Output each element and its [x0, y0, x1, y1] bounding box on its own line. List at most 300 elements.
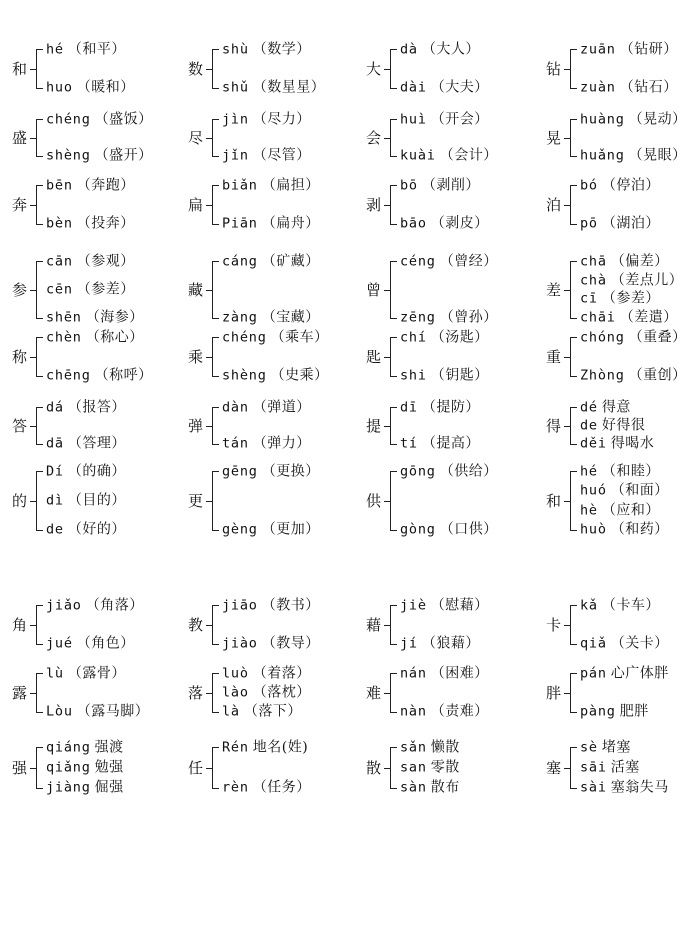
reading-line [222, 685, 311, 702]
example-word: （角落） [85, 597, 144, 614]
pinyin: chāi [580, 309, 616, 326]
pinyin: lào [222, 684, 249, 701]
brace-tick [384, 290, 391, 291]
reading-line [580, 483, 669, 500]
pinyin: sǎn [400, 739, 427, 756]
example-word: （责难） [430, 703, 489, 720]
reading-line [222, 368, 329, 385]
pinyin: céng [400, 253, 436, 270]
reading-line [400, 254, 498, 271]
example-word: 活塞 [610, 759, 640, 776]
pinyin: cēn [46, 281, 73, 298]
brace-tick [564, 357, 571, 358]
pinyin: là [222, 703, 240, 720]
reading-line [580, 704, 649, 721]
brace-tick [384, 357, 391, 358]
pinyin: san [400, 759, 427, 776]
example-word: （好的） [67, 521, 126, 538]
brace-tick [564, 205, 571, 206]
reading-line [46, 704, 149, 721]
example-word: （数学） [252, 41, 311, 58]
example-word: 好得很 [601, 417, 646, 434]
pinyin: dá [46, 399, 64, 416]
brace-bracket [390, 337, 397, 377]
example-word: （和睦） [601, 463, 660, 480]
pinyin: bō [400, 177, 418, 194]
reading-line [580, 310, 678, 327]
brace-bracket [36, 185, 43, 225]
example-word: （晃动） [628, 111, 687, 128]
reading-line [46, 254, 135, 271]
pinyin: zuàn [580, 79, 616, 96]
example-word: （乘车） [270, 329, 329, 346]
brace-tick [564, 768, 571, 769]
brace-tick [384, 768, 391, 769]
pinyin: huò [580, 521, 607, 538]
example-word: （参差） [76, 281, 135, 298]
reading-line [222, 400, 311, 417]
pinyin: luò [222, 665, 249, 682]
brace-bracket [36, 337, 43, 377]
brace-tick [30, 205, 37, 206]
brace-bracket [36, 673, 43, 713]
reading-line [400, 148, 498, 165]
example-word: 地名(姓) [252, 739, 309, 756]
reading-line [222, 330, 329, 347]
example-word: （盛开） [94, 147, 153, 164]
pinyin: bāo [400, 215, 427, 232]
reading-line [222, 522, 320, 539]
reading-line [222, 666, 311, 683]
reading-line [580, 178, 660, 195]
brace-bracket [570, 407, 577, 445]
brace-tick [206, 205, 213, 206]
pinyin: bó [580, 177, 598, 194]
hanzi-character: 尽 [188, 129, 204, 147]
brace-tick [564, 290, 571, 291]
reading-line [222, 464, 320, 481]
pinyin: biǎn [222, 177, 258, 194]
pinyin: cī [580, 290, 598, 307]
pinyin: chà [580, 272, 607, 289]
example-word: （任务） [252, 779, 311, 796]
example-word: （数星星） [252, 79, 326, 96]
pinyin: shǔ [222, 79, 249, 96]
brace-tick [30, 426, 37, 427]
reading-line [400, 178, 480, 195]
pinyin: hè [580, 502, 598, 519]
brace-tick [206, 693, 213, 694]
reading-line [222, 598, 320, 615]
reading-line [400, 436, 480, 453]
reading-line [222, 636, 320, 653]
pinyin: sàn [400, 779, 427, 796]
hanzi-character: 和 [546, 492, 562, 510]
brace-bracket [212, 185, 219, 225]
example-word: （教书） [261, 597, 320, 614]
pinyin: jǐn [222, 147, 249, 164]
pinyin: zēng [400, 309, 436, 326]
pinyin: zàng [222, 309, 258, 326]
pinyin: gēng [222, 463, 258, 480]
pinyin: sāi [580, 759, 607, 776]
pinyin: dàn [222, 399, 249, 416]
pinyin: Dí [46, 463, 64, 480]
brace-tick [206, 69, 213, 70]
hanzi-character: 任 [188, 759, 204, 777]
reading-line [46, 80, 135, 97]
pinyin: lù [46, 665, 64, 682]
brace-bracket [212, 407, 219, 445]
reading-line [580, 780, 669, 797]
example-word: 堵塞 [601, 739, 631, 756]
example-word: （参差） [601, 290, 660, 307]
brace-bracket [390, 605, 397, 645]
brace-tick [564, 69, 571, 70]
reading-line [400, 400, 480, 417]
pinyin: shi [400, 367, 427, 384]
reading-line [400, 112, 489, 129]
pinyin: dé [580, 399, 598, 416]
example-word: 散布 [430, 779, 460, 796]
reading-line [400, 330, 489, 347]
example-word: （差点儿） [610, 272, 684, 289]
brace-tick [30, 290, 37, 291]
example-word: 强渡 [94, 739, 124, 756]
reading-line [580, 272, 683, 289]
brace-tick [206, 768, 213, 769]
reading-line [580, 42, 678, 59]
brace-bracket [570, 673, 577, 713]
example-word: （海参） [85, 309, 144, 326]
example-word: （露骨） [67, 665, 126, 682]
reading-line [46, 760, 124, 777]
example-word: （和面） [610, 482, 669, 499]
example-word: （停泊） [601, 177, 660, 194]
hanzi-character: 会 [366, 129, 382, 147]
brace-tick [384, 69, 391, 70]
pinyin: qiǎ [580, 635, 607, 652]
pinyin: gèng [222, 521, 258, 538]
brace-tick [384, 426, 391, 427]
brace-bracket [212, 261, 219, 319]
reading-line [400, 464, 498, 481]
example-word: （投奔） [76, 215, 135, 232]
example-word: （提防） [421, 399, 480, 416]
pinyin: jiè [400, 597, 427, 614]
example-word: （狼藉） [421, 635, 480, 652]
pinyin: jiào [222, 635, 258, 652]
pinyin: chéng [222, 329, 267, 346]
hanzi-character: 供 [366, 492, 382, 510]
pinyin: chèn [46, 329, 82, 346]
brace-tick [206, 290, 213, 291]
reading-line [400, 666, 489, 683]
pinyin: pán [580, 665, 607, 682]
hanzi-character: 强 [12, 759, 28, 777]
brace-bracket [36, 471, 43, 531]
reading-line [580, 740, 631, 757]
pinyin: dà [400, 41, 418, 58]
brace-bracket [390, 471, 397, 531]
pinyin: chí [400, 329, 427, 346]
example-word: （报答） [67, 399, 126, 416]
reading-line [400, 216, 489, 233]
example-word: （曾孙） [439, 309, 498, 326]
reading-line [46, 740, 124, 757]
pinyin: dī [400, 399, 418, 416]
reading-line [580, 216, 660, 233]
pinyin: jué [46, 635, 73, 652]
brace-bracket [390, 49, 397, 89]
example-word: （提高） [421, 435, 480, 452]
pinyin: kǎ [580, 597, 598, 614]
brace-tick [384, 693, 391, 694]
hanzi-character: 得 [546, 417, 562, 435]
brace-tick [30, 625, 37, 626]
reading-line [222, 740, 308, 757]
example-word: 得意 [601, 399, 631, 416]
brace-bracket [36, 407, 43, 445]
example-word: （口供） [439, 521, 498, 538]
reading-line [580, 760, 640, 777]
reading-line [580, 436, 654, 453]
example-word: （更换） [261, 463, 320, 480]
reading-line [580, 368, 687, 385]
example-word: （落枕） [252, 684, 311, 701]
brace-tick [30, 693, 37, 694]
example-word: （和药） [610, 521, 669, 538]
pinyin: Zhòng [580, 367, 625, 384]
example-word: （着落） [252, 665, 311, 682]
pinyin: bēn [46, 177, 73, 194]
example-word: （盛饭） [94, 111, 153, 128]
pinyin: tí [400, 435, 418, 452]
hanzi-character: 盛 [12, 129, 28, 147]
example-word: （扁担） [261, 177, 320, 194]
example-word: （目的） [67, 492, 126, 509]
pinyin: huǎng [580, 147, 625, 164]
example-word: （晃眼） [628, 147, 687, 164]
pinyin: dā [46, 435, 64, 452]
reading-line [580, 464, 660, 481]
brace-tick [206, 138, 213, 139]
example-word: （更加） [261, 521, 320, 538]
reading-line [46, 330, 144, 347]
example-word: 零散 [430, 759, 460, 776]
example-word: （大人） [421, 41, 480, 58]
example-word: （矿藏） [261, 253, 320, 270]
reading-line [46, 368, 153, 385]
hanzi-character: 塞 [546, 759, 562, 777]
pinyin: rèn [222, 779, 249, 796]
example-word: （称呼） [94, 367, 153, 384]
reading-line [46, 636, 135, 653]
pinyin: zuān [580, 41, 616, 58]
brace-bracket [570, 185, 577, 225]
pinyin: cān [46, 253, 73, 270]
brace-bracket [390, 261, 397, 319]
example-word: （的确） [67, 463, 126, 480]
pinyin: sài [580, 779, 607, 796]
brace-tick [564, 693, 571, 694]
example-word: （应和） [601, 502, 660, 519]
brace-bracket [390, 119, 397, 157]
example-word: （偏差） [610, 253, 669, 270]
reading-line [222, 780, 311, 797]
pinyin: huì [400, 111, 427, 128]
pinyin: jiāo [222, 597, 258, 614]
reading-line [222, 112, 311, 129]
reading-line [222, 310, 320, 327]
pinyin: Piān [222, 215, 258, 232]
reading-line [580, 522, 669, 539]
brace-tick [206, 625, 213, 626]
example-word: （困难） [430, 665, 489, 682]
brace-bracket [212, 49, 219, 89]
pinyin: chóng [580, 329, 625, 346]
pinyin: shèng [222, 367, 267, 384]
example-word: （露马脚） [76, 703, 150, 720]
brace-tick [384, 625, 391, 626]
pinyin: gòng [400, 521, 436, 538]
pinyin: jiǎo [46, 597, 82, 614]
reading-line [222, 80, 325, 97]
reading-line [580, 291, 660, 308]
example-word: （落下） [243, 703, 302, 720]
reading-line [46, 598, 144, 615]
example-word: 塞翁失马 [610, 779, 669, 796]
reading-line [580, 598, 660, 615]
hanzi-character: 散 [366, 759, 382, 777]
hanzi-character: 剥 [366, 196, 382, 214]
example-word: 得喝水 [610, 435, 655, 452]
reading-line [46, 464, 126, 481]
hanzi-character: 胖 [546, 684, 562, 702]
brace-bracket [212, 337, 219, 377]
example-word: （尽力） [252, 111, 311, 128]
reading-line [400, 740, 460, 757]
pinyin: Lòu [46, 703, 73, 720]
brace-tick [30, 69, 37, 70]
reading-line [400, 522, 498, 539]
example-word: （剥皮） [430, 215, 489, 232]
reading-line [46, 780, 124, 797]
hanzi-character: 大 [366, 60, 382, 78]
brace-bracket [570, 119, 577, 157]
brace-tick [384, 501, 391, 502]
brace-bracket [212, 605, 219, 645]
pinyin: de [46, 521, 64, 538]
example-word: （称心） [85, 329, 144, 346]
brace-bracket [36, 605, 43, 645]
example-word: （钻研） [619, 41, 678, 58]
brace-tick [30, 357, 37, 358]
reading-line [580, 636, 669, 653]
example-word: （重叠） [628, 329, 687, 346]
example-word: （弹力） [252, 435, 311, 452]
reading-line [46, 522, 126, 539]
example-word: （奔跑） [76, 177, 135, 194]
hanzi-character: 匙 [366, 348, 382, 366]
example-word: （会计） [439, 147, 498, 164]
reading-line [222, 178, 320, 195]
pinyin: huo [46, 79, 73, 96]
pinyin: jìn [222, 111, 249, 128]
reading-line [222, 704, 302, 721]
reading-line [400, 780, 460, 797]
reading-line [400, 42, 480, 59]
reading-line [580, 80, 678, 97]
reading-line [46, 493, 126, 510]
hanzi-character: 答 [12, 417, 28, 435]
pinyin: shù [222, 41, 249, 58]
pinyin: huàng [580, 111, 625, 128]
reading-line [46, 112, 153, 129]
reading-line [46, 282, 135, 299]
brace-bracket [36, 119, 43, 157]
hanzi-character: 扁 [188, 196, 204, 214]
brace-tick [206, 501, 213, 502]
pinyin: kuài [400, 147, 436, 164]
brace-tick [564, 138, 571, 139]
reading-line [400, 80, 489, 97]
pinyin: bèn [46, 215, 73, 232]
brace-bracket [570, 261, 577, 319]
hanzi-character: 重 [546, 348, 562, 366]
pinyin: pàng [580, 703, 616, 720]
brace-bracket [212, 673, 219, 713]
pinyin: shèng [46, 147, 91, 164]
example-word: （钥匙） [430, 367, 489, 384]
example-word: （暖和） [76, 79, 135, 96]
brace-bracket [36, 261, 43, 319]
reading-line [400, 704, 489, 721]
brace-tick [206, 357, 213, 358]
pinyin: hé [46, 41, 64, 58]
pinyin: jiàng [46, 779, 91, 796]
example-word: （曾经） [439, 253, 498, 270]
pinyin: gōng [400, 463, 436, 480]
brace-bracket [570, 471, 577, 531]
example-word: 心广体胖 [610, 665, 669, 682]
reading-line [580, 666, 669, 683]
example-word: （和平） [67, 41, 126, 58]
pinyin: shēn [46, 309, 82, 326]
reading-line [400, 598, 489, 615]
brace-bracket [390, 747, 397, 789]
reading-line [46, 148, 153, 165]
hanzi-character: 和 [12, 60, 28, 78]
brace-tick [30, 768, 37, 769]
hanzi-character: 提 [366, 417, 382, 435]
example-word: （宝藏） [261, 309, 320, 326]
hanzi-character: 落 [188, 684, 204, 702]
reading-line [46, 310, 144, 327]
brace-tick [206, 426, 213, 427]
reading-line [46, 666, 126, 683]
example-word: （差遣） [619, 309, 678, 326]
pinyin: jí [400, 635, 418, 652]
brace-tick [564, 501, 571, 502]
hanzi-character: 钻 [546, 60, 562, 78]
pinyin: chēng [46, 367, 91, 384]
hanzi-character: 称 [12, 348, 28, 366]
reading-line [222, 216, 320, 233]
pinyin: děi [580, 435, 607, 452]
pinyin: Rén [222, 739, 249, 756]
brace-bracket [570, 49, 577, 89]
